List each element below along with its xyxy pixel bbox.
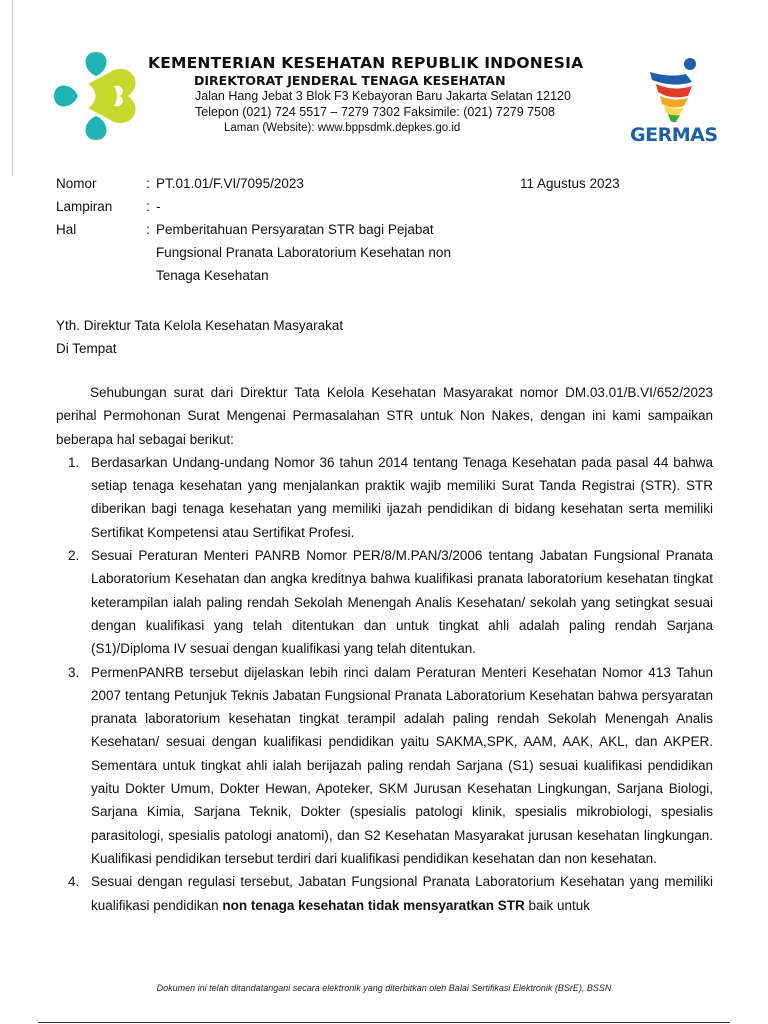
footer-rule [38,1022,730,1023]
list-item-number: 1. [68,454,80,470]
list-item [56,544,713,660]
list-item-number: 2. [68,548,80,564]
hal-line-1: Pemberitahuan Persyaratan STR bagi Pejabat [156,222,434,237]
e-signature-note: Dokumen ini telah ditandatangani secara elektronik yang diterbitkan oleh Balai Sertifikasi Elektronik (BSrE), BSSN [156,983,612,993]
list-item-text: PermenPANRB tersebut dijelaskan lebih rinci dalam Peraturan Menteri Kesehatan Nomor 413 Tahun 2007 tentang Petunjuk Teknis Jabatan Fungsional Pranata Laboratorium Kesehatan bahwa persyaratan pranata laboratorium kesehatan tingkat terampil adalah paling rendah Sekolah Menengah Analis Kesehatan/ sesuai dengan kualifikasi pendidikan yaitu SAKMA,SPK, AAM, AAK, AKL, dan AKPER. Sementara untuk tingkat ahli ialah berijazah paling rendah Sarjana (S1) sesuai kualifikasi pendidikan yaitu Dokter Umum, Dokter Hewan, Apoteker, SKM Jurusan Kesehatan Lingkungan, Sarjana Biologi, Sarjana Kimia, Sarjana Teknik, Dokter (spesialis patologi klinik, spesialis mikrobiologi, spesialis parasitologi, spesialis patologi anatomi), dan S2 Kesehatan Masyarakat jurusan kesehatan lingkungan. Kualifikasi pendidikan tersebut terdiri dari kualifikasi pendidikan kesehatan dan non kesehatan. [91,664,713,866]
list-item-text: Berdasarkan Undang-undang Nomor 36 tahun 2014 tentang Tenaga Kesehatan pada pasal 44 bahwa setiap tenaga kesehatan yang menjalankan praktik wajib memiliki Surat Tanda Registrai (STR). STR diberikan bagi tenaga kesehatan yang memiliki ijazah pendidikan di bidang kesehatan serta memiliki Sertifikat Kompetensi atau Sertifikat Profesi. [91,454,713,540]
nomor-colon: : [146,176,150,191]
lampiran-label: Lampiran [56,199,113,214]
list-item-number: 3. [68,664,80,680]
hal-label: Hal [56,222,77,237]
hal-colon: : [146,222,150,237]
germas-label: GERMAS [630,124,718,146]
germas-logo [630,52,716,148]
list-item-bold-text: non tenaga kesehatan tidak mensyaratkan STR [222,897,525,913]
directorate-name: DIREKTORAT JENDERAL TENAGA KESEHATAN [194,73,506,88]
list-item-text: Sesuai dengan regulasi tersebut, Jabatan Fungsional Pranata Laboratorium Kesehatan yang memiliki kualifikasi pendidikan [91,874,713,913]
nomor-label: Nomor [56,176,97,191]
office-phone: Telepon (021) 724 5517 – 7279 7302 Faksimile: (021) 7279 7508 [195,105,555,119]
list-item [56,661,713,871]
office-address: Jalan Hang Jebat 3 Blok F3 Kebayoran Baru Jakarta Selatan 12120 [195,89,571,103]
intro-paragraph: Sehubungan surat dari Direktur Tata Kelola Kesehatan Masyarakat nomor DM.03.01/B.VI/652/2023 perihal Permohonan Surat Mengenai Permasalahan STR untuk Non Nakes, dengan ini kami sampaikan beberapa hal sebagai berikut: [56,385,713,447]
hal-line-3: Tenaga Kesehatan [156,268,269,283]
list-item-number: 4. [68,874,80,890]
addressee [56,314,343,360]
letter-date: 11 Agustus 2023 [520,176,620,191]
lampiran-value: - [156,199,161,214]
germas-figure-icon [630,52,716,124]
list-item [56,870,713,917]
office-website: Laman (Website): www.bppsdmk.depkes.go.id [224,122,461,134]
ministry-name: KEMENTERIAN KESEHATAN REPUBLIK INDONESIA [148,54,584,72]
letter-body [56,381,713,917]
addressee-line-2: Di Tempat [56,341,117,356]
hal-line-2: Fungsional Pranata Laboratorium Kesehatan non [156,245,451,260]
kemenkes-logo-icon [52,50,142,142]
list-item-text-end: baik untuk [524,897,590,913]
list-item-text: Sesuai Peraturan Menteri PANRB Nomor PER/8/M.PAN/3/2006 tentang Jabatan Fungsional Pranata Laboratorium Kesehatan dan angka kreditnya bahwa kualifikasi pranata laboratorium kesehatan tingkat keterampilan ialah paling rendah Sekolah Menengah Analis Kesehatan/ sekolah yang setingkat sesuai dengan kualifikasi yang telah ditentukan dan untuk tingkat ahli adalah paling rendah Sarjana (S1)/Diploma IV sesuai dengan kualifikasi yang telah ditentukan. [91,548,713,657]
nomor-value: PT.01.01/F.VI/7095/2023 [156,176,304,191]
letterhead [148,54,628,136]
addressee-line-1: Yth. Direktur Tata Kelola Kesehatan Masyarakat [56,318,344,333]
points-list [56,451,713,917]
lampiran-colon: : [146,199,150,214]
list-item [56,451,713,544]
page-edge-line [12,0,13,176]
